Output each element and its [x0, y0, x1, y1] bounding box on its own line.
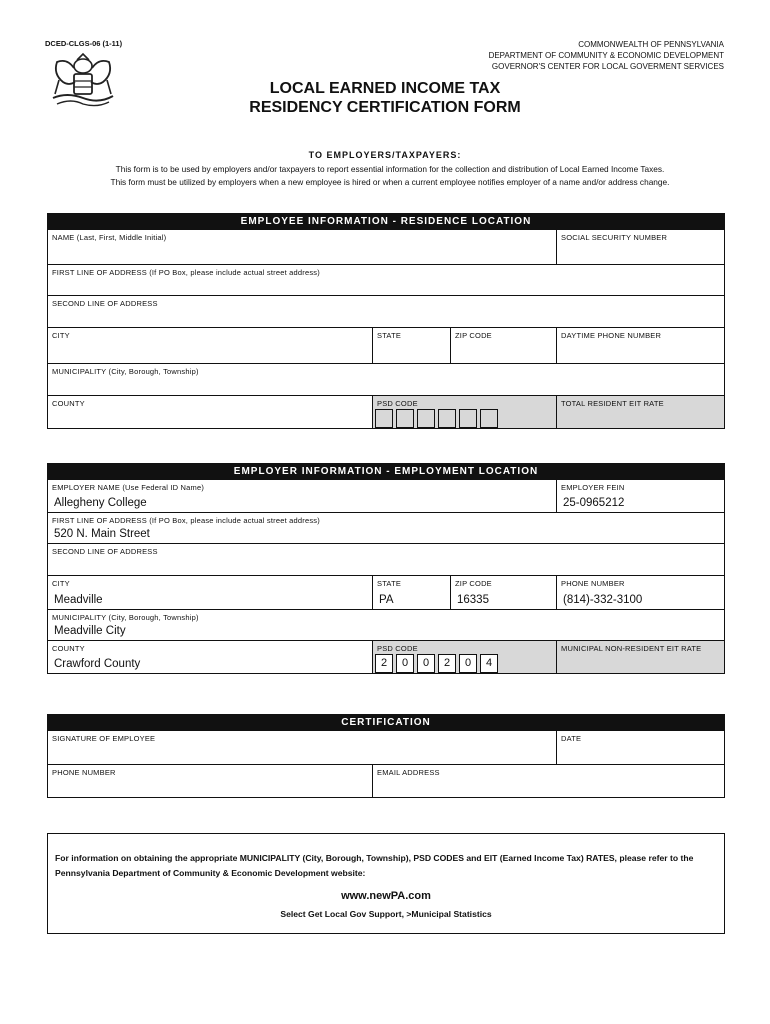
field-value: 16335	[457, 594, 489, 606]
employer-municipality-field[interactable]	[48, 610, 724, 640]
psd-digit-box[interactable]: 4	[480, 654, 498, 673]
employer-phone-field[interactable]	[556, 576, 724, 609]
employee-row-county	[48, 395, 724, 428]
field-label: STATE	[377, 331, 402, 340]
field-label: FIRST LINE OF ADDRESS (If PO Box, please include actual street address)	[52, 516, 320, 525]
psd-digit-box[interactable]: 0	[417, 654, 435, 673]
employee-psd-code-field[interactable]	[372, 396, 556, 428]
employee-row-city	[48, 327, 724, 363]
certification-row-contact	[48, 764, 724, 797]
field-value: 25-0965212	[563, 497, 625, 509]
employer-row-city	[48, 575, 724, 609]
field-value: 520 N. Main Street	[54, 528, 150, 540]
psd-digit-box[interactable]	[396, 409, 414, 428]
employer-fein-field[interactable]	[556, 480, 724, 512]
employee-contact-phone-field[interactable]	[48, 765, 372, 797]
field-label: STATE	[377, 579, 402, 588]
employee-row-municipality	[48, 363, 724, 395]
employee-eit-rate-field[interactable]	[556, 396, 724, 428]
field-label: PSD CODE	[377, 399, 418, 408]
field-label: ZIP CODE	[455, 331, 492, 340]
field-label: ZIP CODE	[455, 579, 492, 588]
field-label: FIRST LINE OF ADDRESS (If PO Box, please include actual street address)	[52, 268, 320, 277]
field-label: MUNICIPAL NON-RESIDENT EIT RATE	[561, 644, 702, 653]
field-label: DATE	[561, 734, 582, 743]
employer-address-line1-field[interactable]	[48, 513, 724, 543]
psd-code-boxes	[375, 409, 498, 428]
employee-state-field[interactable]	[372, 328, 450, 363]
info-box	[47, 833, 725, 934]
employee-city-field[interactable]	[48, 328, 372, 363]
employee-ssn-field[interactable]	[556, 230, 724, 264]
info-text: For information on obtaining the appropriate MUNICIPALITY (City, Borough, Township), PSD CODES and EIT (Earned Income Tax) RATES, please refer to the Pennsylvania Department of Community & Economic Development website:	[55, 853, 694, 878]
field-label: COUNTY	[52, 399, 85, 408]
employer-state-field[interactable]	[372, 576, 450, 609]
field-label: MUNICIPALITY (City, Borough, Township)	[52, 367, 199, 376]
employer-address-line2-field[interactable]	[48, 544, 724, 575]
employee-row-addr1	[48, 264, 724, 295]
field-label: SECOND LINE OF ADDRESS	[52, 299, 158, 308]
field-label: PHONE NUMBER	[52, 768, 116, 777]
psd-digit-box[interactable]	[459, 409, 477, 428]
field-label: CITY	[52, 579, 70, 588]
field-label: CITY	[52, 331, 70, 340]
signature-field[interactable]	[48, 731, 556, 764]
employer-psd-code-field[interactable]	[372, 641, 556, 673]
website-instruction: Select Get Local Gov Support, >Municipal Statistics	[280, 909, 492, 919]
field-label: COUNTY	[52, 644, 85, 653]
agency-block	[489, 39, 724, 72]
intro-line: This form must be utilized by employers when a new employee is hired or when a current employee notifies employer of a name and/or address change.	[110, 176, 670, 187]
field-value: PA	[379, 594, 394, 606]
agency-line: COMMONWEALTH OF PENNSYLVANIA	[578, 40, 724, 49]
employee-section	[47, 213, 725, 429]
psd-digit-box[interactable]	[438, 409, 456, 428]
field-value: Meadville City	[54, 625, 126, 637]
psd-digit-box[interactable]: 2	[438, 654, 456, 673]
employee-municipality-field[interactable]	[48, 364, 724, 395]
field-label: EMPLOYER FEIN	[561, 483, 625, 492]
certification-section	[47, 714, 725, 798]
employer-row-county	[48, 640, 724, 673]
field-value: (814)-332-3100	[563, 594, 643, 606]
certification-section-header: CERTIFICATION	[48, 715, 724, 730]
employer-row-municipality	[48, 609, 724, 640]
employer-eit-rate-field[interactable]	[556, 641, 724, 673]
intro-line: This form is to be used by employers and/or taxpayers to report essential information for the collection and distribution of Local Earned Income Taxes.	[115, 164, 665, 174]
field-label: SOCIAL SECURITY NUMBER	[561, 233, 668, 242]
agency-line: GOVERNOR'S CENTER FOR LOCAL GOVERMENT SERVICES	[491, 62, 724, 71]
employer-county-field[interactable]	[48, 641, 372, 673]
field-label: EMPLOYER NAME (Use Federal ID Name)	[52, 483, 205, 492]
intro-text	[45, 163, 735, 188]
certification-row-signature	[48, 730, 724, 764]
psd-digit-box[interactable]	[417, 409, 435, 428]
psd-code-boxes	[375, 654, 498, 673]
field-label: SECOND LINE OF ADDRESS	[52, 547, 158, 556]
employee-section-header: EMPLOYEE INFORMATION - RESIDENCE LOCATION	[48, 214, 724, 229]
employee-row-addr2	[48, 295, 724, 327]
employer-row-name	[48, 479, 724, 512]
field-value: Allegheny College	[54, 497, 147, 509]
employer-section-header: EMPLOYER INFORMATION - EMPLOYMENT LOCATION	[48, 464, 724, 479]
employee-address-line2-field[interactable]	[48, 296, 724, 327]
form-code: DCED-CLGS-06 (1-11)	[45, 39, 123, 48]
field-label: TOTAL RESIDENT EIT RATE	[561, 399, 664, 408]
website-link[interactable]: www.newPA.com	[341, 890, 431, 902]
field-label: EMAIL ADDRESS	[377, 768, 440, 777]
field-value: Meadville	[54, 594, 103, 606]
psd-digit-box[interactable]	[480, 409, 498, 428]
employer-name-field[interactable]	[48, 480, 556, 512]
field-label: DAYTIME PHONE NUMBER	[561, 331, 662, 340]
employee-phone-field[interactable]	[556, 328, 724, 363]
psd-digit-box[interactable]: 2	[375, 654, 393, 673]
employee-row-name	[48, 229, 724, 264]
field-label: PHONE NUMBER	[561, 579, 625, 588]
title-line: LOCAL EARNED INCOME TAX	[269, 80, 501, 97]
field-label: PSD CODE	[377, 644, 418, 653]
field-label: MUNICIPALITY (City, Borough, Township)	[52, 613, 199, 622]
employee-name-field[interactable]	[48, 230, 556, 264]
employee-address-line1-field[interactable]	[48, 265, 724, 295]
form-title	[0, 79, 770, 117]
field-label: SIGNATURE OF EMPLOYEE	[52, 734, 156, 743]
email-address-field[interactable]	[372, 765, 724, 797]
intro-heading: TO EMPLOYERS/TAXPAYERS:	[308, 150, 462, 160]
title-line: RESIDENCY CERTIFICATION FORM	[249, 99, 521, 116]
employer-row-addr2	[48, 543, 724, 575]
agency-line: DEPARTMENT OF COMMUNITY & ECONOMIC DEVELOPMENT	[488, 51, 724, 60]
psd-digit-box[interactable]	[375, 409, 393, 428]
field-label: NAME (Last, First, Middle Initial)	[52, 233, 167, 242]
employer-zip-field[interactable]	[450, 576, 556, 609]
employer-city-field[interactable]	[48, 576, 372, 609]
employee-county-field[interactable]	[48, 396, 372, 428]
date-field[interactable]	[556, 731, 724, 764]
employer-row-addr1	[48, 512, 724, 543]
employee-zip-field[interactable]	[450, 328, 556, 363]
psd-digit-box[interactable]: 0	[396, 654, 414, 673]
psd-digit-box[interactable]: 0	[459, 654, 477, 673]
field-value: Crawford County	[54, 658, 141, 670]
employer-section	[47, 463, 725, 674]
